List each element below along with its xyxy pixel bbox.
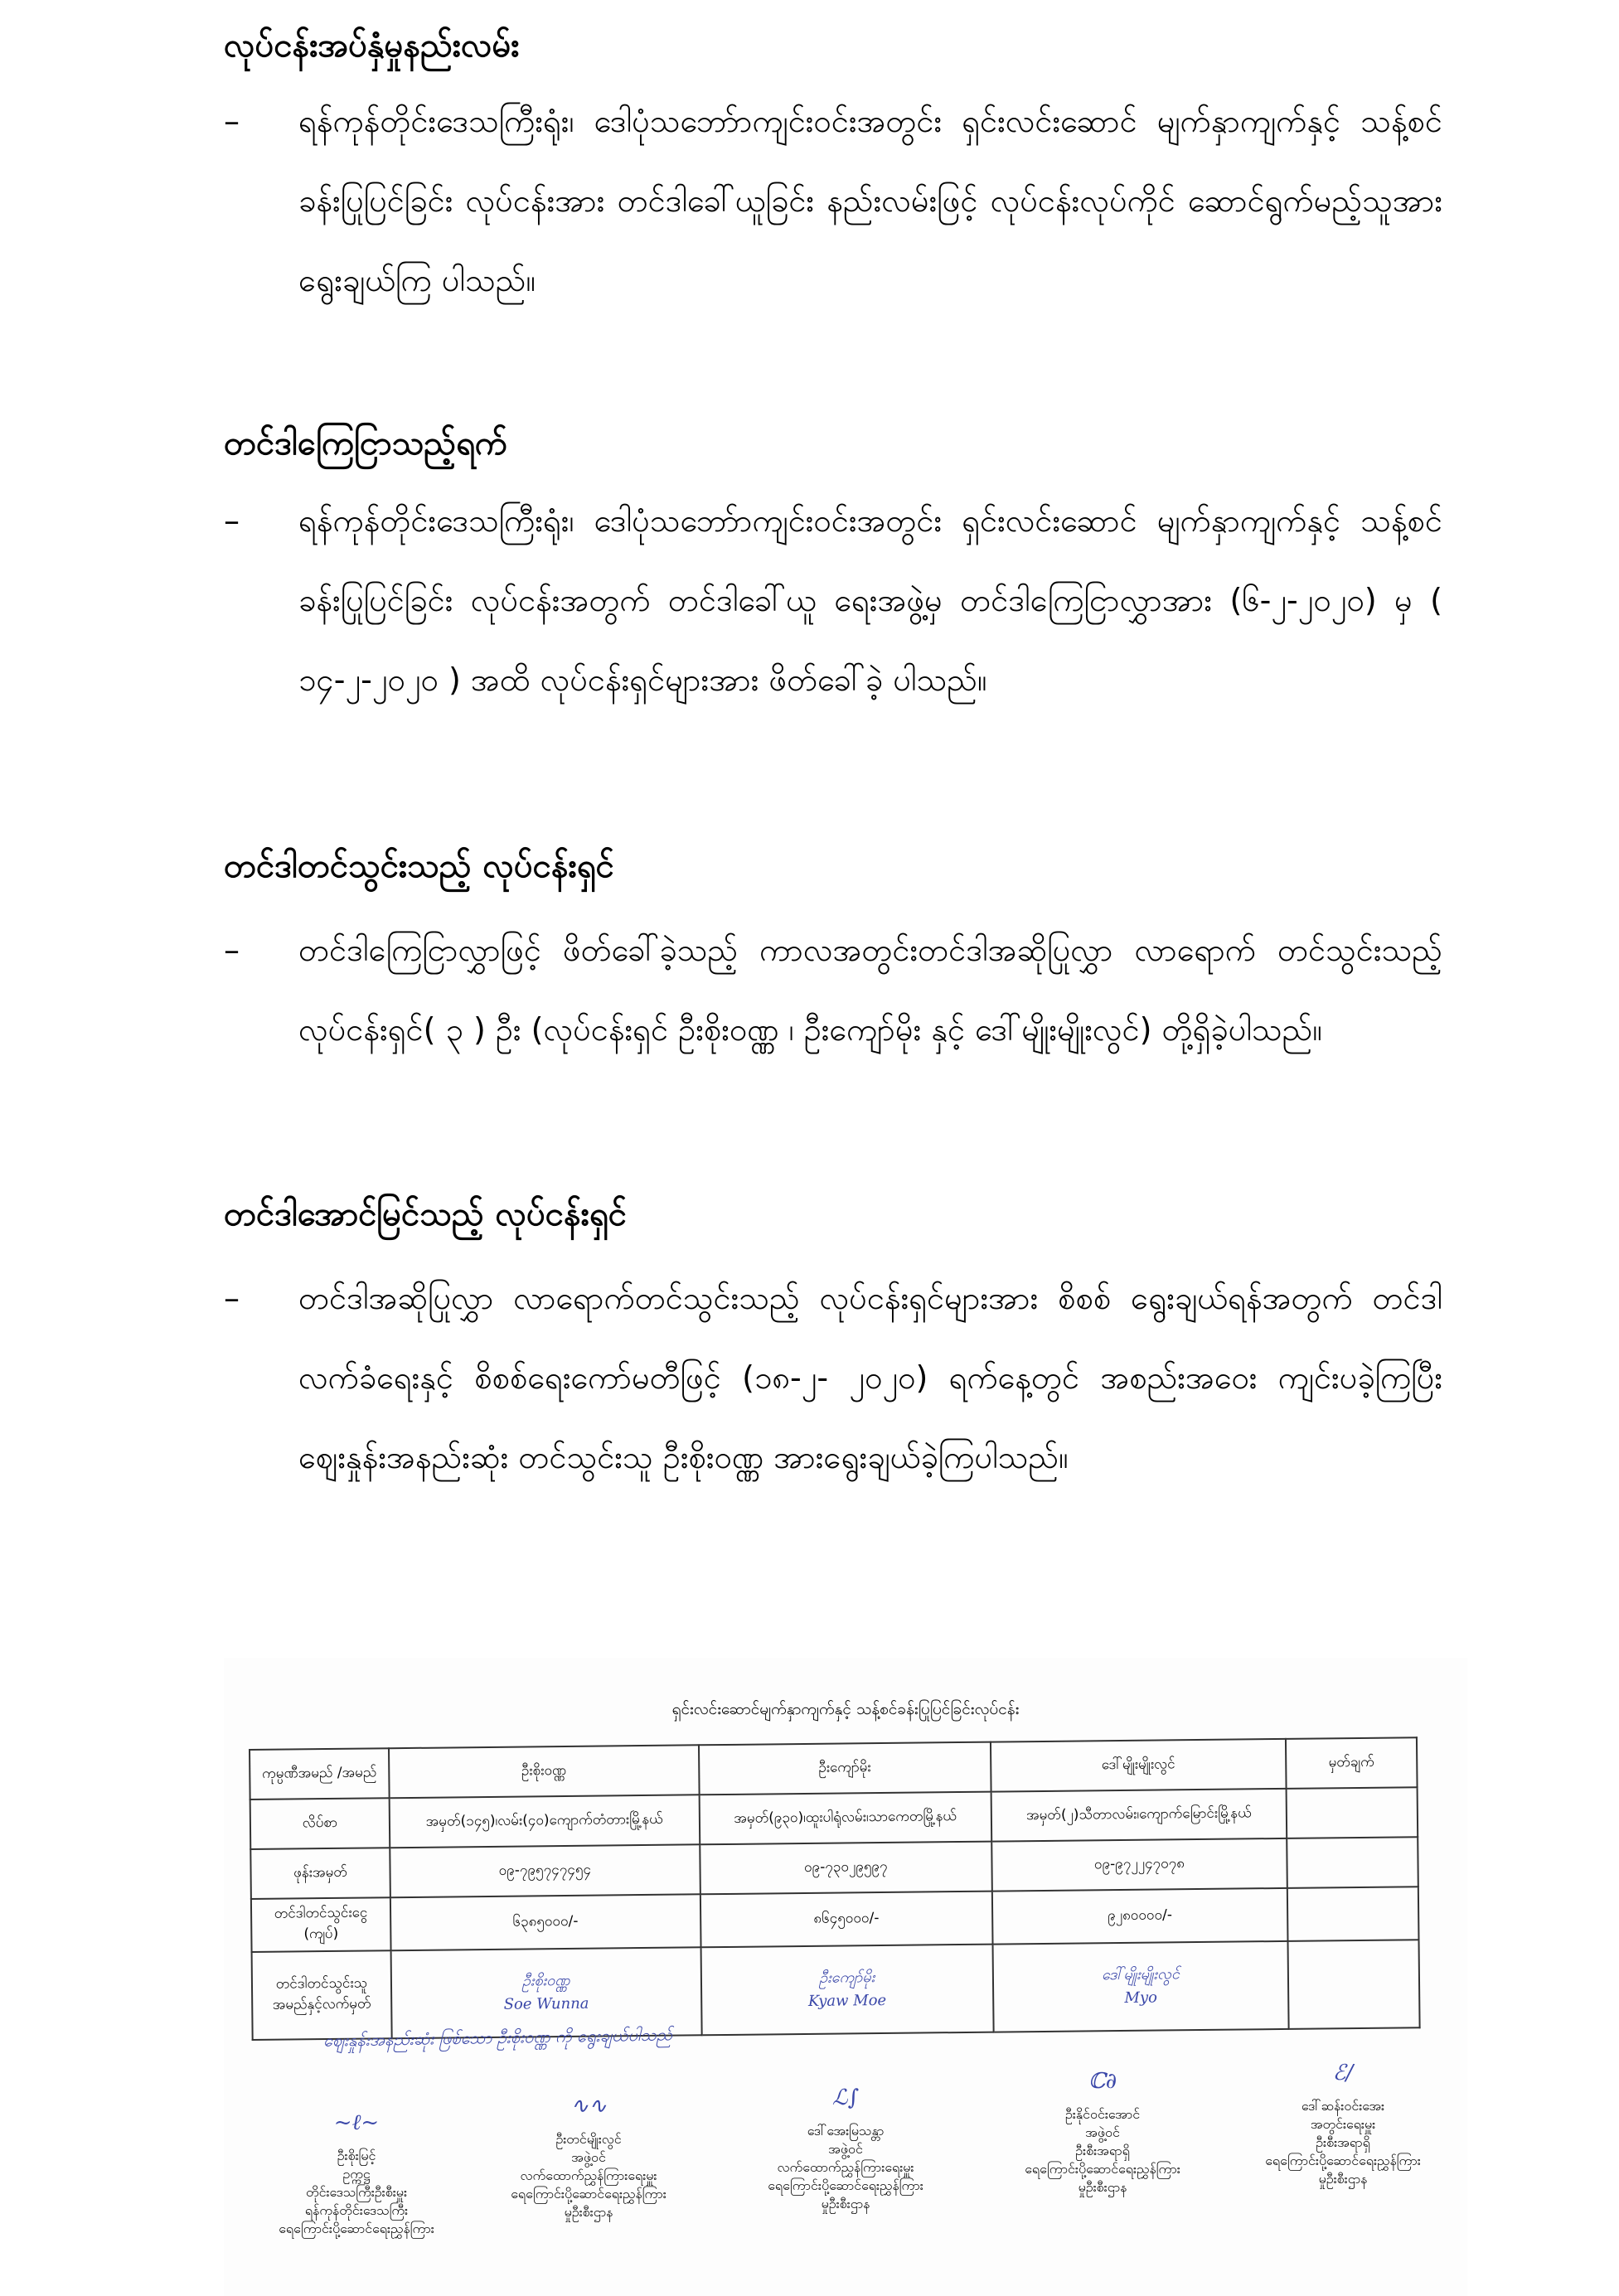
signer-title: မှုဦးစီးဌာန xyxy=(1318,2171,1368,2187)
cell: ၉၂၈၀၀၀၀/- xyxy=(992,1888,1288,1945)
signer-title: ဦးစီးအရာရှိ xyxy=(1316,2134,1370,2150)
cell: ၀၉-၉၇၂၂၄၇၀၇၈ xyxy=(991,1838,1287,1892)
signer-5 xyxy=(1219,2061,1467,2188)
signature-cell xyxy=(992,1941,1288,2032)
signer-title: အတွင်းရေးမှူး xyxy=(1310,2116,1376,2132)
signer-title: ရေကြောင်းပို့ဆောင်ရေးညွှန်ကြား xyxy=(768,2177,923,2193)
handwritten-name: ဦးကျော်မိုး xyxy=(819,1969,875,1987)
signer-3 xyxy=(721,2085,970,2213)
paragraph: ရန်ကုန်တိုင်းဒေသကြီးရုံး၊ ဒေါပုံသဘော်ာကျင်းဝင်းအတွင်း ရှင်းလင်းဆောင် မျက်နှာကျက်နှင့် သန့်စင်ခန်းပြုပြင်ခြင်း လုပ်ငန်းအတွက် တင်ဒါခေါ်ယူ ရေးအဖွဲ့မှ တင်ဒါကြေငြာလွှာအား (၆-၂-၂၀၂၀) မှ ( ၁၄-၂-၂၀၂၀ ) အထိ လုပ်ငန်းရှင်များအား ဖိတ်ခေါ်ခဲ့ ပါသည်။ xyxy=(298,502,1442,698)
signature: Soe Wunna xyxy=(503,1994,589,2013)
cell: အမှတ်(၉၃၀)၊ထူးပါရုံလမ်း၊သာကေတမြို့နယ် xyxy=(699,1792,991,1845)
signer-name: ဒေါ်အေးမြသန္တာ xyxy=(807,2123,885,2139)
scanned-bid-sheet xyxy=(224,1658,1467,2296)
section-heading-winner: တင်ဒါအောင်မြင်သည့် လုပ်ငန်းရှင် xyxy=(224,1195,627,1233)
section-heading-method: လုပ်ငန်းအပ်နှံမှုနည်းလမ်း xyxy=(224,27,520,65)
signature-scribble-icon: ℒ∫ xyxy=(831,2085,860,2110)
signature-scribble-icon: ~ℓ~ xyxy=(333,2110,380,2135)
signer-name: ဦးနိုင်ဝင်းအောင် xyxy=(1064,2106,1141,2122)
signature-cell xyxy=(700,1945,993,2036)
row-label: တင်ဒါတင်သွင်းသူ အမည်နှင့်လက်မှတ် xyxy=(252,1950,392,2040)
row-label: လိပ်စာ xyxy=(250,1798,390,1849)
header-cell: မှတ်ချက် xyxy=(1286,1737,1418,1789)
signature-scribble-icon: ℰ/ xyxy=(1332,2061,1354,2085)
cell xyxy=(1287,1837,1418,1888)
cell: အမှတ်(၂)သီတာလမ်း၊ကျောက်မြောင်းမြို့နယ် xyxy=(991,1789,1287,1842)
handwritten-name: ဒေါ်မျိုးမျိုးလွင် xyxy=(1101,1965,1180,1984)
signer-title: လက်ထောက်ညွှန်ကြားရေးမှူး xyxy=(520,2168,657,2183)
bullet-dash: – xyxy=(224,103,240,139)
cell: ၀၉-၇၉၅၇၄၇၄၅၄ xyxy=(390,1844,700,1897)
signer-title: အဖွဲ့ဝင် xyxy=(571,2149,606,2165)
handwritten-decision-note: ဈေးနှုန်းအနည်းဆုံး ဖြစ်သော ဦးစိုးဝဏ္ဏ ကို ရွေးချယ်ပါသည် xyxy=(322,2024,673,2051)
paragraph: တင်ဒါကြေငြာလွှာဖြင့် ဖိတ်ခေါ်ခဲ့သည့် ကာလအတွင်းတင်ဒါအဆိုပြုလွှာ လာရောက် တင်သွင်းသည့် လုပ်ငန်းရှင်( ၃ ) ဦး (လုပ်ငန်းရှင် ဦးစိုးဝဏ္ဏ ၊ ဦးကျော်မိုး နှင့် ဒေါ်မျိုးမျိုးလွင်) တို့ရှိခဲ့ပါသည်။ xyxy=(298,932,1442,1048)
signer-title: အဖွဲ့ဝင် xyxy=(1085,2124,1120,2140)
signer-title: အဖွဲ့ဝင် xyxy=(828,2141,863,2157)
bid-comparison-table xyxy=(249,1737,1421,2041)
signer-name: ဦးစိုးမြင့် xyxy=(337,2148,376,2163)
cell: အမှတ်(၁၄၅)၊လမ်း(၄၀)ကျောက်တံတားမြို့နယ် xyxy=(390,1795,700,1848)
bullet-dash: – xyxy=(224,502,240,539)
cell: ၀၉-၇၃၀၂၉၅၉၇ xyxy=(700,1842,992,1895)
bullet-dash: – xyxy=(224,932,240,968)
signer-title: လက်ထောက်ညွှန်ကြားရေးမှူး xyxy=(777,2159,914,2175)
committee-signers xyxy=(257,2061,1451,2296)
signer-2 xyxy=(464,2094,713,2221)
signer-title: ရေကြောင်းပို့ဆောင်ရေးညွှန်ကြား xyxy=(279,2221,434,2236)
section-body-announce-date xyxy=(224,481,1442,719)
section-body-winner xyxy=(224,1258,1442,1497)
signer-title: ဦးစီးအရာရှိ xyxy=(1075,2143,1130,2158)
header-cell: ဦးကျော်မိုး xyxy=(699,1742,991,1795)
section-body-method xyxy=(224,81,1442,320)
section-body-bidders xyxy=(224,910,1442,1069)
signer-title: မှုဦးစီးဌာန xyxy=(1078,2179,1127,2195)
signer-title: ဥက္ကဋ္ဌ xyxy=(342,2166,371,2182)
section-heading-bidders: တင်ဒါတင်သွင်းသည့် လုပ်ငန်းရှင် xyxy=(224,847,614,885)
signer-title: တိုင်းဒေသကြီးဦးစီးမှူး xyxy=(306,2184,407,2200)
signer-title: မှုဦးစီးဌာန xyxy=(821,2196,870,2211)
cell: ၆၃၈၅၀၀၀/- xyxy=(390,1894,700,1950)
signer-name: ဦးတင်မျိုးလွင် xyxy=(555,2131,622,2147)
signature-scribble-icon: ℂ∂ xyxy=(1088,2069,1117,2094)
row-label: တင်ဒါတင်သွင်းငွေ (ကျပ်) xyxy=(251,1897,391,1952)
signer-1 xyxy=(232,2110,481,2238)
signature: Myo xyxy=(1124,1988,1157,2007)
cell xyxy=(1287,1887,1419,1941)
signer-title: ရန်ကုန်တိုင်းဒေသကြီး xyxy=(304,2202,409,2218)
header-cell: ဒေါ်မျိုးမျိုးလွင် xyxy=(991,1739,1287,1792)
header-cell: ကုမ္ပဏီအမည် /အမည် xyxy=(250,1748,390,1800)
signer-4 xyxy=(978,2069,1227,2197)
cell: ၈၆၄၅၀၀၀/- xyxy=(700,1892,992,1948)
signer-title: မှုဦးစီးဌာန xyxy=(564,2204,613,2220)
bullet-dash: – xyxy=(224,1280,240,1316)
signature-scribble-icon: ∿∿ xyxy=(570,2094,607,2119)
handwritten-name: ဦးစိုးဝဏ္ဏ xyxy=(521,1971,570,1990)
cell xyxy=(1287,1787,1418,1838)
row-label: ဖုန်းအမှတ် xyxy=(250,1848,390,1899)
signature-cell xyxy=(1287,1940,1419,2029)
signature: Kyaw Moe xyxy=(807,1991,887,2010)
section-heading-announce-date: တင်ဒါကြေငြာသည့်ရက် xyxy=(224,424,508,463)
signer-name: ဒေါ်ဆန်းဝင်းအေး xyxy=(1301,2098,1385,2114)
signer-title: ရေကြောင်းပို့ဆောင်ရေးညွှန်ကြား xyxy=(1025,2161,1180,2177)
paragraph: တင်ဒါအဆိုပြုလွှာ လာရောက်တင်သွင်းသည့် လုပ်ငန်းရှင်များအား စိစစ် ရွေးချယ်ရန်အတွက် တင်ဒါ လက်ခံရေးနှင့် စိစစ်ရေးကော်မတီဖြင့် (၁၈-၂- ၂၀၂၀) ရက်နေ့တွင် အစည်းအဝေး ကျင်းပခဲ့ကြပြီး ဈေးနှုန်းအနည်းဆုံး တင်သွင်းသူ ဦးစိုးဝဏ္ဏ အားရွေးချယ်ခဲ့ကြပါသည်။ xyxy=(298,1280,1442,1475)
paragraph: ရန်ကုန်တိုင်းဒေသကြီးရုံး၊ ဒေါပုံသဘော်ာကျင်းဝင်းအတွင်း ရှင်းလင်းဆောင် မျက်နှာကျက်နှင့် သန့်စင်ခန်းပြုပြင်ခြင်း လုပ်ငန်းအား တင်ဒါခေါ်ယူခြင်း နည်းလမ်းဖြင့် လုပ်ငန်းလုပ်ကိုင် ဆောင်ရွက်မည့်သူအား ရွေးချယ်ကြ ပါသည်။ xyxy=(298,103,1442,298)
signer-title: ရေကြောင်းပို့ဆောင်ရေးညွှန်ကြား xyxy=(511,2186,667,2202)
signer-title: ရေကြောင်းပို့ဆောင်ရေးညွှန်ကြား xyxy=(1265,2153,1421,2168)
sheet-title: ရှင်းလင်းဆောင်မျက်နှာကျက်နှင့် သန့်စင်ခန်းပြုပြင်ခြင်းလုပ်ငန်း xyxy=(671,1700,1020,1718)
header-cell: ဦးစိုးဝဏ္ဏ xyxy=(389,1745,699,1798)
table-row-signature xyxy=(252,1940,1420,2040)
